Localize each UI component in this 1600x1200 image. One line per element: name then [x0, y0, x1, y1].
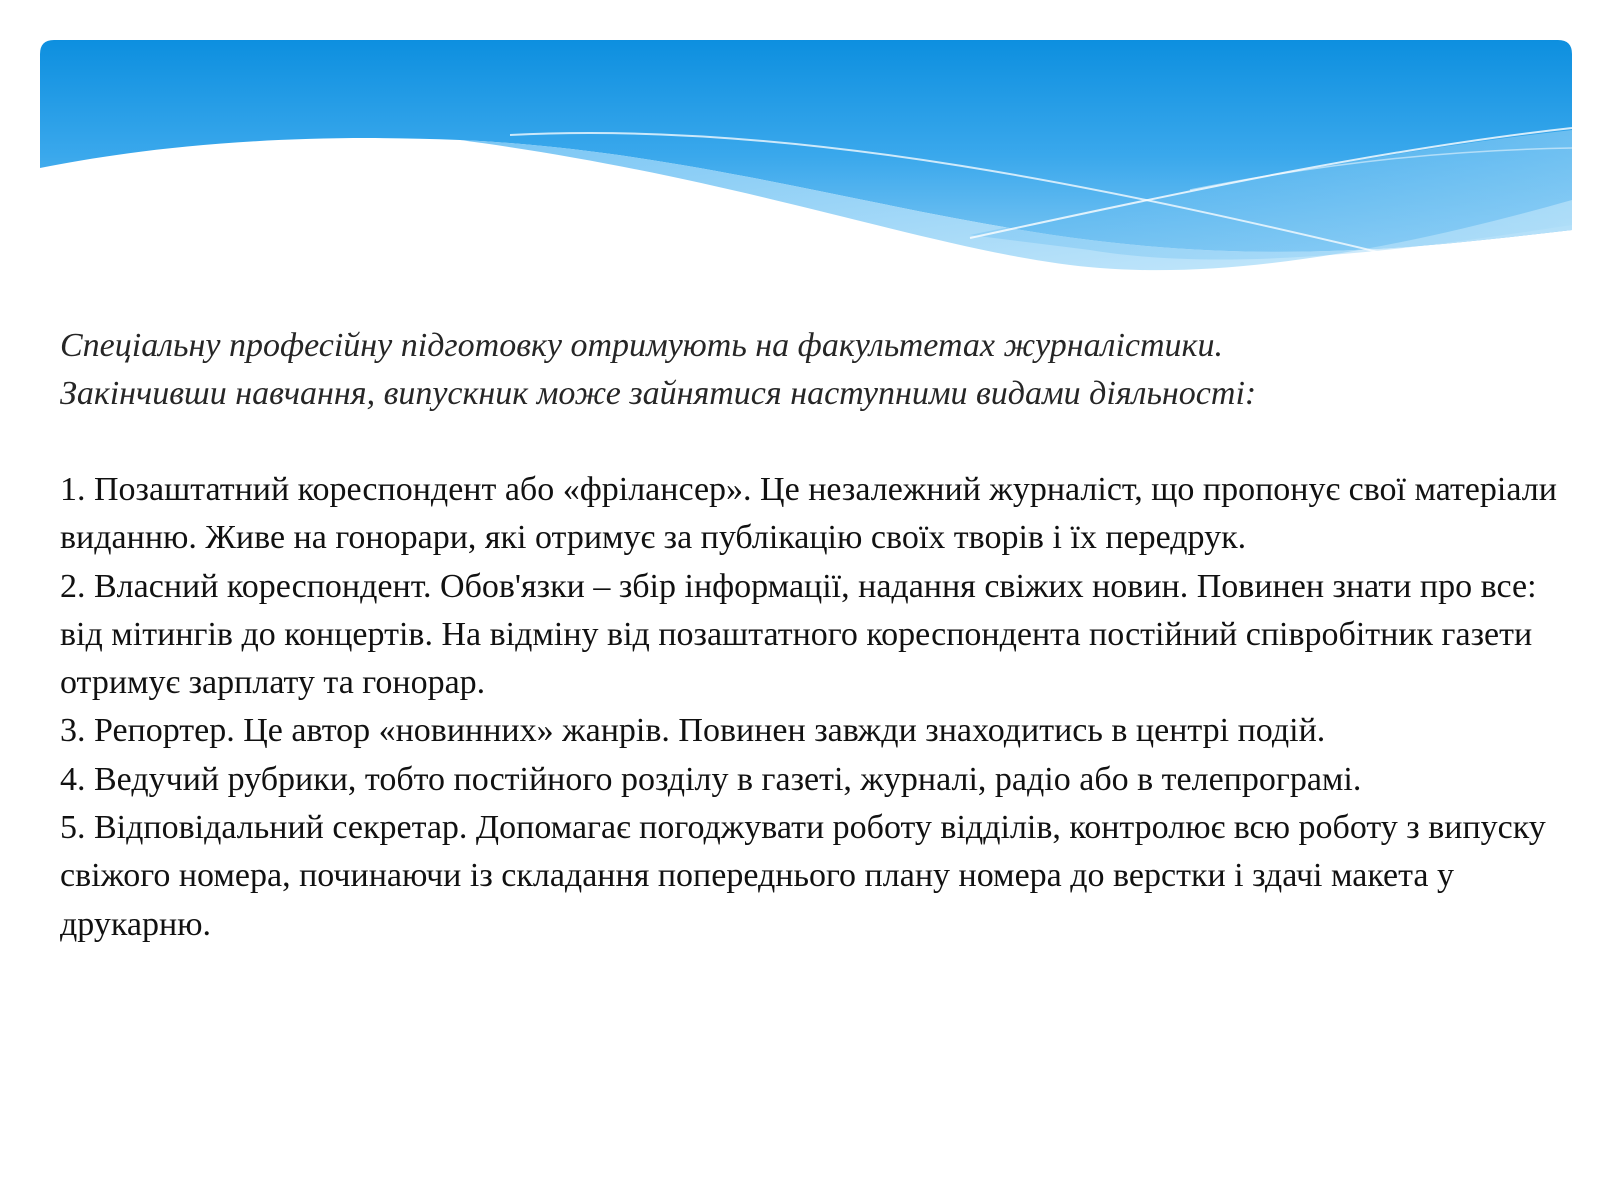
list-item: 1. Позаштатний кореспондент або «фрілансер». Це незалежний журналіст, що пропонує свої матеріали виданню. Живе на гонорари, які отримує за публікацію своїх творів і їх передрук.	[60, 471, 1557, 557]
slide-content	[60, 322, 1560, 949]
intro-text	[60, 322, 1560, 418]
list-item: 2. Власний кореспондент. Обов'язки – збір інформації, надання свіжих новин. Повинен знати про все: від мітингів до концертів. На відміну від позаштатного кореспондента постійний співробітник газети отримує зарплату та гонорар.	[60, 567, 1537, 702]
profession-list	[60, 466, 1560, 949]
header-wave-decoration	[40, 40, 1572, 285]
list-item: 3. Репортер. Це автор «новинних» жанрів. Повинен завжди знаходитись в центрі подій.	[60, 712, 1326, 750]
intro-line-1: Спеціальну професійну підготовку отримують на факультетах журналістики.	[60, 327, 1223, 364]
list-item: 4. Ведучий рубрики, тобто постійного розділу в газеті, журналі, радіо або в телепрограмі.	[60, 760, 1362, 798]
intro-line-2: Закінчивши навчання, випускник може зайнятися наступними видами діяльності:	[60, 375, 1257, 412]
list-item: 5. Відповідальний секретар. Допомагає погоджувати роботу відділів, контролює всю роботу з випуску свіжого номера, починаючи із складання попереднього плану номера до верстки і здачі макета у друкарню.	[60, 809, 1546, 943]
